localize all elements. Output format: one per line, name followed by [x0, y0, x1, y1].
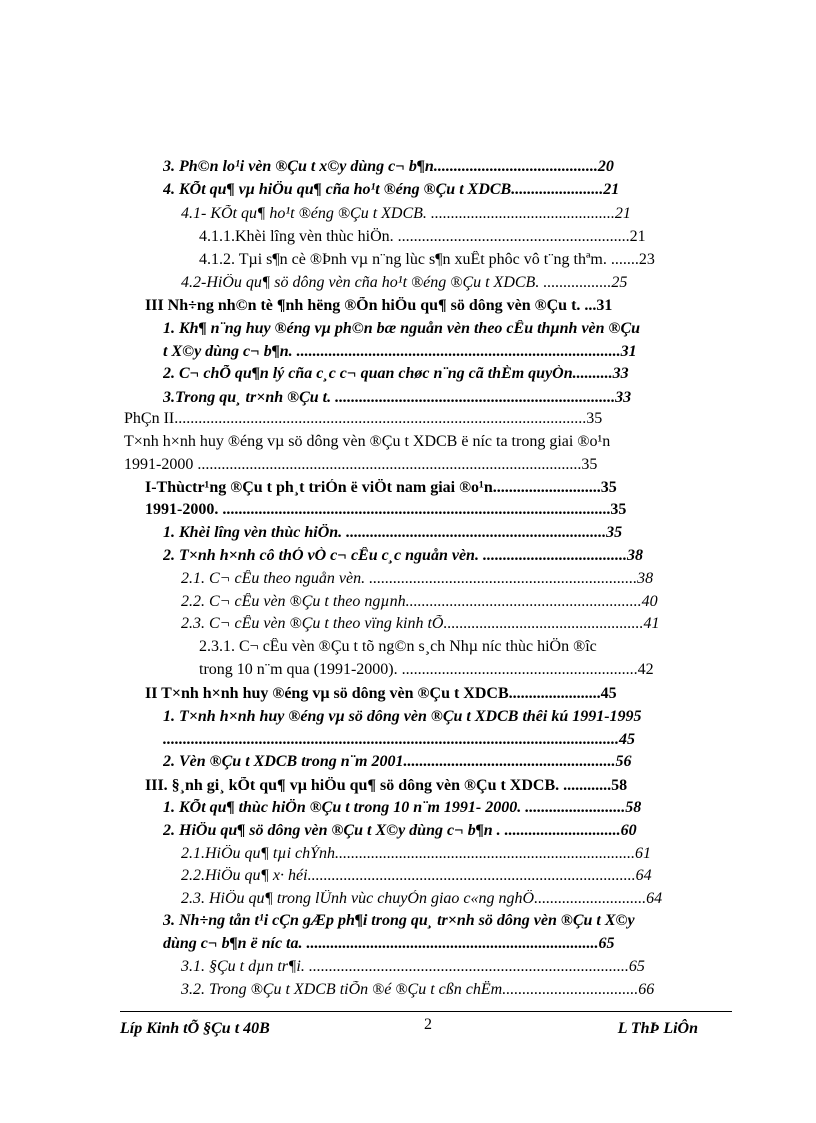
toc-entry: 1. Khèi lîng vèn thùc hiÖn. .................................................................35 [163, 524, 623, 541]
toc-entry: 3. Nh÷ng tån t¹i cÇn gÆp ph¶i trong qu¸ tr×nh sö dông vèn ®Çu t X©y [163, 912, 635, 929]
toc-entry: 2. C¬ chÕ qu¶n lý cña c¸c c¬ quan chøc n¨ng cã thÈm quyÒn..........33 [163, 365, 629, 382]
toc-entry: 1. Kh¶ n¨ng huy ®éng vµ ph©n bæ nguån vèn theo cÊu thµnh vèn ®Çu [163, 320, 641, 337]
toc-entry: dùng c¬ b¶n ë níc ta. .........................................................................65 [163, 935, 615, 952]
footer-class-label: Líp Kinh tÕ §Çu t 40B [120, 1020, 270, 1037]
toc-entry: 1991-2000 ................................................................................................35 [124, 456, 598, 473]
toc-entry: 3.1. §Çu t dµn tr¶i. ................................................................................65 [181, 958, 645, 975]
toc-entry: 3. Ph©n lo¹i vèn ®Çu t x©y dùng c¬ b¶n.........................................20 [163, 158, 614, 175]
page-number: 2 [424, 1016, 432, 1033]
toc-entry: 4.2-HiÖu qu¶ sö dông vèn cña ho¹t ®éng ®Çu t XDCB. .................25 [181, 274, 628, 291]
toc-entry: II T×nh h×nh huy ®éng vµ sö dông vèn ®Çu t XDCB.......................45 [145, 685, 617, 702]
toc-entry: 3.Trong qu¸ tr×nh ®Çu t. ......................................................................33 [163, 389, 632, 406]
toc-entry: 2.1.HiÖu qu¶ tµi chÝnh...........................................................................61 [181, 845, 652, 862]
toc-entry: I-Thùctr¹ng ®Çu t ph¸t triÓn ë viÖt nam giai ®o¹n...........................35 [145, 479, 617, 496]
toc-entry: 4.1- KÕt qu¶ ho¹t ®éng ®Çu t XDCB. ..............................................21 [181, 205, 631, 222]
toc-entry: t X©y dùng c¬ b¶n. .................................................................................31 [163, 343, 637, 360]
footer-author: L ThÞ LiÔn [617, 1020, 698, 1037]
toc-entry: 1991-2000. .................................................................................................35 [145, 501, 627, 518]
toc-entry: 2.2. C¬ cÊu vèn ®Çu t theo ngµnh...........................................................40 [181, 593, 658, 610]
toc-entry: 2. Vèn ®Çu t XDCB trong n¨m 2001.....................................................56 [163, 753, 632, 770]
toc-entry: 2.1. C¬ cÊu theo nguån vèn. ...................................................................38 [181, 570, 654, 587]
toc-entry: trong 10 n¨m qua (1991-2000). ...........................................................42 [199, 661, 654, 678]
toc-entry: 4. KÕt qu¶ vµ hiÖu qu¶ cña ho¹t ®éng ®Çu t XDCB.......................21 [163, 181, 620, 198]
toc-entry: 1. KÕt qu¶ thùc hiÖn ®Çu t trong 10 n¨m 1991- 2000. .........................58 [163, 799, 642, 816]
toc-entry: 1. T×nh h×nh huy ®éng vµ sö dông vèn ®Çu t XDCB thêi kú 1991-1995 [163, 708, 642, 725]
toc-entry: ..................................................................................................................45 [163, 731, 635, 748]
toc-entry: 2.2.HiÖu qu¶ x· héi..................................................................................64 [181, 867, 652, 884]
toc-entry: 2.3. C¬ cÊu vèn ®Çu t theo vïng kinh tÕ..................................................41 [181, 615, 660, 632]
footer-divider [120, 1011, 732, 1012]
toc-entry: III. §¸nh gi¸ kÕt qu¶ vµ hiÖu qu¶ sö dông vèn ®Çu t XDCB. ............58 [145, 777, 628, 794]
toc-entry: 2.3.1. C¬ cÊu vèn ®Çu t tõ ng©n s¸ch Nhµ níc thùc hiÖn ®îc [199, 638, 597, 655]
toc-entry: PhÇn II.......................................................................................................35 [124, 410, 603, 427]
toc-entry: III Nh÷ng nh©n tè ¶nh hëng ®Õn hiÖu qu¶ sö dông vèn ®Çu t. ...31 [145, 297, 613, 314]
toc-entry: 4.1.1.Khèi lîng vèn thùc hiÖn. ..........................................................21 [199, 228, 646, 245]
toc-entry: 2. HiÖu qu¶ sö dông vèn ®Çu t X©y dùng c¬ b¶n . .............................60 [163, 822, 637, 839]
toc-entry: T×nh h×nh huy ®éng vµ sö dông vèn ®Çu t XDCB ë níc ta trong giai ®o¹n [124, 433, 611, 450]
toc-entry: 4.1.2. Tµi s¶n cè ®Þnh vµ n¨ng lùc s¶n xuÊt phôc vô t¨ng thªm. .......23 [199, 251, 655, 268]
toc-entry: 2.3. HiÖu qu¶ trong lÜnh vùc chuyÓn giao c«ng nghÖ............................64 [181, 890, 663, 907]
toc-entry: 2. T×nh h×nh cô thÓ vÒ c¬ cÊu c¸c nguån vèn. ....................................38 [163, 547, 643, 564]
toc-entry: 3.2. Trong ®Çu t XDCB tiÕn ®é ®Çu t cßn chËm..................................66 [181, 981, 655, 998]
